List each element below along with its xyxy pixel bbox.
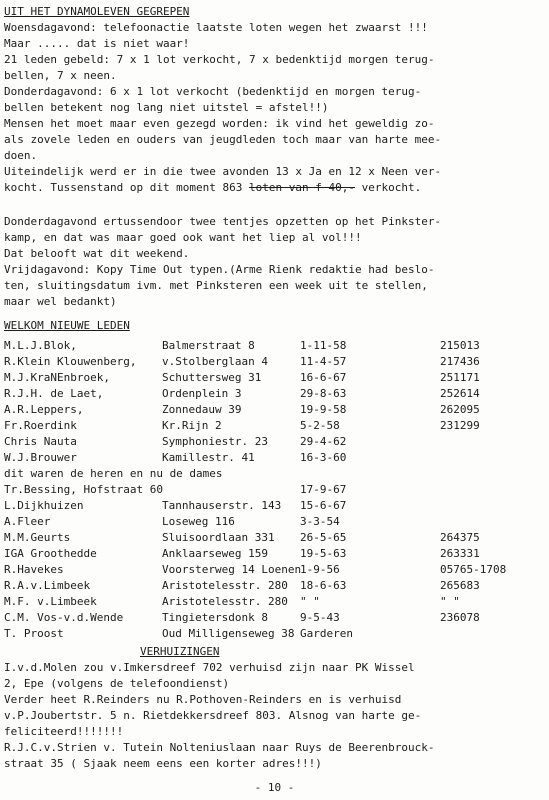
member-row [4, 338, 545, 354]
member-name: R.Havekes [4, 563, 64, 576]
text-line: bellen, 7 x neen. [4, 69, 117, 82]
text-line: doen. [4, 149, 38, 162]
text-line: Donderdagavond: 6 x 1 lot verkocht (bedenktijd en morgen terug- [4, 85, 422, 98]
member-name-address: Tr.Bessing, Hofstraat 60 [4, 483, 163, 496]
member-row [4, 434, 545, 450]
member-address: Schuttersweg 31 [162, 371, 262, 384]
member-name: M.F. v.Limbeek [4, 595, 97, 608]
member-row [4, 610, 545, 626]
section-heading: UIT HET DYNAMOLEVEN GEGREPEN [4, 5, 190, 18]
text-line: 2, Epe (volgens de telefoondienst) [4, 677, 230, 690]
text-line: kamp, en dat was maar goed ook want het liep al vol!!! [4, 231, 362, 244]
member-row [4, 386, 545, 402]
member-row [4, 354, 545, 370]
member-name: A.R.Leppers, [4, 403, 84, 416]
text-line: Woensdagavond: telefoonactie laatste loten wegen het zwaarst !!! [4, 21, 428, 34]
member-date: 19-5-63 [300, 547, 347, 560]
member-row [4, 370, 545, 386]
member-date: Garderen [300, 627, 353, 640]
member-date: 1-9-56 [300, 563, 340, 576]
page-number: - 10 - [254, 781, 295, 794]
member-code: 252614 [440, 387, 480, 400]
tally-struck: loten van f 40,- [249, 181, 356, 194]
text-line: Maar ..... dat is niet waar! [4, 37, 190, 50]
member-code: " " [440, 595, 460, 608]
text-line: Verder heet R.Reinders nu R.Pothoven-Reinders en is verhuisd [4, 693, 402, 706]
text-line: feliciteerd!!!!!!! [4, 725, 124, 738]
member-address: Aristotelesstr. 280 [162, 595, 288, 608]
member-code: 231299 [440, 419, 480, 432]
member-date: 15-6-67 [300, 499, 347, 512]
member-name: IGA Groothedde [4, 547, 97, 560]
section-weekend [4, 214, 545, 310]
member-address: Sluisoordlaan 331 [162, 531, 275, 544]
member-code: 215013 [440, 339, 480, 352]
member-date: 17-9-67 [300, 483, 347, 496]
section-dynamoleven [4, 4, 545, 196]
interlude-line: dit waren de heren en nu de dames [4, 467, 223, 480]
member-name: C.M. Vos-v.d.Wende [4, 611, 124, 624]
member-row [4, 562, 545, 578]
member-date: 9-5-43 [300, 611, 340, 624]
welcome-heading: WELKOM NIEUWE LEDEN [4, 319, 130, 332]
member-date: 3-3-54 [300, 515, 340, 528]
member-date: 1-11-58 [300, 339, 347, 352]
member-address: Oud Milligenseweg 38 [162, 627, 295, 640]
text-line: maar wel bedankt) [4, 295, 117, 308]
member-code: 263331 [440, 547, 480, 560]
member-row [4, 530, 545, 546]
member-date: 18-6-63 [300, 579, 347, 592]
member-date: 16-3-60 [300, 451, 347, 464]
text-line: Mensen het moet maar even gezegd worden: ik vind het geweldig zo- [4, 117, 435, 130]
member-row [4, 546, 545, 562]
member-name: R.J.H. de Laet, [4, 387, 104, 400]
text-line: Uiteindelijk werd er in die twee avonden 13 x Ja en 12 x Neen ver- [4, 165, 442, 178]
member-address: Ordenplein 3 [162, 387, 242, 400]
member-name: Fr.Roerdink [4, 419, 77, 432]
member-row [4, 514, 545, 530]
member-name: M.L.J.Blok, [4, 339, 77, 352]
tally-line [4, 180, 545, 196]
member-row [4, 402, 545, 418]
member-address: Aristotelesstr. 280 [162, 579, 288, 592]
text-line: straat 35 ( Sjaak neem eens een korter adres!!!) [4, 757, 322, 770]
member-name: R.Klein Klouwenberg, [4, 355, 137, 368]
member-name: M.M.Geurts [4, 531, 71, 544]
member-address: Tannhauserstr. 143 [162, 499, 282, 512]
member-address: v.Stolberglaan 4 [162, 355, 268, 368]
member-code: 264375 [440, 531, 480, 544]
member-date: 26-5-65 [300, 531, 347, 544]
member-name: Chris Nauta [4, 435, 77, 448]
text-line: R.J.C.v.Strien v. Tutein Nolteniuslaan naar Ruys de Beerenbrouck- [4, 741, 435, 754]
member-date: 19-9-58 [300, 403, 347, 416]
member-code: 217436 [440, 355, 480, 368]
member-date: 29-4-62 [300, 435, 347, 448]
member-date: " " [300, 595, 320, 608]
member-address: Voorsterweg 14 Loenen [162, 563, 302, 576]
member-name: R.A.v.Limbeek [4, 579, 91, 592]
member-address: Balmerstraat 8 [162, 339, 255, 352]
member-name: M.J.KraNEnbroek, [4, 371, 110, 384]
member-name: W.J.Brouwer [4, 451, 77, 464]
text-line: Donderdagavond ertussendoor twee tentjes opzetten op het Pinkster- [4, 215, 442, 228]
member-address: Symphoniestr. 23 [162, 435, 268, 448]
member-code: 251171 [440, 371, 480, 384]
moves-heading: VERHUIZINGEN [140, 645, 220, 658]
text-line: I.v.d.Molen zou v.Imkersdreef 702 verhuisd zijn naar PK Wissel [4, 661, 415, 674]
member-address: Zonnedauw 39 [162, 403, 242, 416]
member-row [4, 418, 545, 434]
member-row [4, 594, 545, 610]
member-address: Tingietersdonk 8 [162, 611, 268, 624]
tally-prefix: kocht. Tussenstand op dit moment 863 [4, 181, 250, 194]
member-address: Kamillestr. 41 [162, 451, 255, 464]
member-row [4, 450, 545, 466]
member-row [4, 626, 545, 642]
member-address: Anklaarseweg 159 [162, 547, 268, 560]
text-line: bellen betekent nog lang niet uitstel = afstel!!) [4, 101, 329, 114]
member-name: L.Dijkhuizen [4, 499, 84, 512]
section-moves [4, 660, 545, 772]
member-date: 5-2-58 [300, 419, 340, 432]
member-date: 29-8-63 [300, 387, 347, 400]
member-row [4, 498, 545, 514]
member-date: 11-4-57 [300, 355, 347, 368]
member-code: 05765-1708 [440, 563, 507, 576]
text-line: v.P.Joubertstr. 5 n. Rietdekkersdreef 803. Alsnog van harte ge- [4, 709, 422, 722]
member-address: Kr.Rijn 2 [162, 419, 222, 432]
member-name: A.Fleer [4, 515, 51, 528]
member-code: 262095 [440, 403, 480, 416]
member-address: Loseweg 116 [162, 515, 235, 528]
member-date: 16-6-67 [300, 371, 347, 384]
member-row [4, 578, 545, 594]
text-line: ten, sluitingsdatum ivm. met Pinksteren een week uit te stellen, [4, 279, 428, 292]
text-line: 21 leden gebeld: 7 x 1 lot verkocht, 7 x bedenktijd morgen terug- [4, 53, 435, 66]
text-line: Dat belooft wat dit weekend. [4, 247, 190, 260]
member-row [4, 482, 545, 498]
member-name: T. Proost [4, 627, 64, 640]
member-code: 265683 [440, 579, 480, 592]
tally-suffix: verkocht. [355, 181, 422, 194]
text-line: Vrijdagavond: Kopy Time Out typen.(Arme Rienk redaktie had beslo- [4, 263, 435, 276]
text-line: als zovele leden en ouders van jeugdleden toch maar van harte mee- [4, 133, 442, 146]
member-code: 236078 [440, 611, 480, 624]
